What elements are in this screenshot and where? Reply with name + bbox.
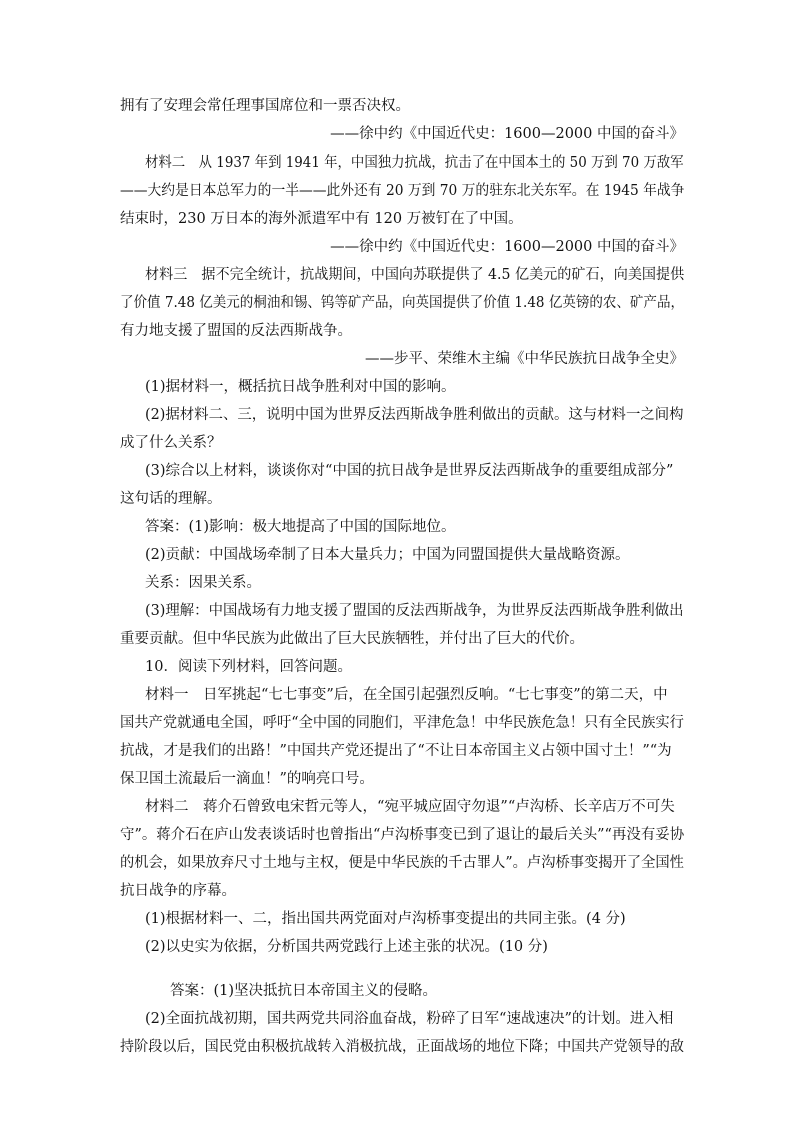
text-line: 持阶段以后，国民党由积极抗战转入消极抗战，正面战场的地位下降；中国共产党领导的敌 [120,1039,684,1055]
question-heading: 10．阅读下列材料，回答问题。 [145,659,352,675]
citation: ——徐中约《中国近代史：1600—2000 中国的奋斗》 [330,239,684,255]
question-line: (2)据材料二、三，说明中国为世界反法西斯战争胜利做出的贡献。这与材料一之间构 [145,407,684,423]
text-line: 抗战，才是我们的出路！”中国共产党还提出了“不让日本帝国主义占领中国寸土！”“为 [120,743,672,759]
paragraph-first-line: 材料一 日军挑起“七七事变”后，在全国引起强烈反响。“七七事变”的第二天，中 [145,687,668,703]
text-line: 了价值 7.48 亿美元的桐油和锡、钨等矿产品，向英国提供了价值 1.48 亿英镑的农、矿产品， [120,295,684,311]
text-line: 成了什么关系？ [120,435,222,451]
text-line: 重要贡献。但中华民族为此做出了巨大民族牺牲，并付出了巨大的代价。 [120,631,584,647]
answer-line: 关系：因果关系。 [145,575,261,591]
text-line: 守”。蒋介石在庐山发表谈话时也曾指出“卢沟桥事变已到了退让的最后关头”“再没有妥协 [120,827,685,843]
citation: ——徐中约《中国近代史：1600—2000 中国的奋斗》 [330,126,684,142]
text-line: 抗日战争的序幕。 [120,883,236,899]
text-line: 拥有了安理会常任理事国席位和一票否决权。 [120,98,410,114]
answer-line: 答案：(1)坚决抵抗日本帝国主义的侵略。 [170,983,438,999]
text-line: 国共产党就通电全国，呼吁“全中国的同胞们，平津危急！中华民族危急！只有全民族实行 [120,715,684,731]
text-line: ——大约是日本总军力的一半——此外还有 20 万到 70 万的驻东北关东军。在 1945 年战争 [120,183,685,199]
answer-line: (2)贡献：中国战场牵制了日本大量兵力；中国为同盟国提供大量战略资源。 [145,547,630,563]
answer-line: (2)全面抗战初期，国共两党共同浴血奋战，粉碎了日军“速战速决”的计划。进入相 [145,1011,674,1027]
text-line: 结束时，230 万日本的海外派遣军中有 120 万被钉在了中国。 [120,211,523,227]
paragraph-first-line: 材料三 据不完全统计，抗战期间，中国向苏联提供了 4.5 亿美元的矿石，向美国提供 [145,267,685,283]
question-line: (1)据材料一，概括抗日战争胜利对中国的影响。 [145,379,456,395]
question-line: (3)综合以上材料，谈谈你对“中国的抗日战争是世界反法西斯战争的重要组成部分” [145,463,674,479]
question-line: (2)以史实为依据，分析国共两党践行上述主张的状况。(10 分) [145,939,548,955]
text-line: 这句话的理解。 [120,491,222,507]
text-line: 的机会，如果放弃尺寸土地与主权，便是中华民族的千古罪人”。卢沟桥事变揭开了全国性 [120,855,684,871]
paragraph-first-line: 材料二 蒋介石曾致电宋哲元等人，“宛平城应固守勿退”“卢沟桥、长辛店万不可失 [145,799,675,815]
answer-line: 答案：(1)影响：极大地提高了中国的国际地位。 [145,519,456,535]
answer-line: (3)理解：中国战场有力地支援了盟国的反法西斯战争，为世界反法西斯战争胜利做出 [145,603,684,619]
citation: ——步平、荣维木主编《中华民族抗日战争全史》 [365,351,684,367]
question-line: (1)根据材料一、二，指出国共两党面对卢沟桥事变提出的共同主张。(4 分) [145,911,626,927]
text-line: 保卫国土流最后一滴血！”的响亮口号。 [120,771,374,787]
paragraph-first-line: 材料二 从 1937 年到 1941 年，中国独力抗战，抗击了在中国本土的 50 万到 70 万敌军 [145,155,684,171]
text-line: 有力地支援了盟国的反法西斯战争。 [120,323,352,339]
